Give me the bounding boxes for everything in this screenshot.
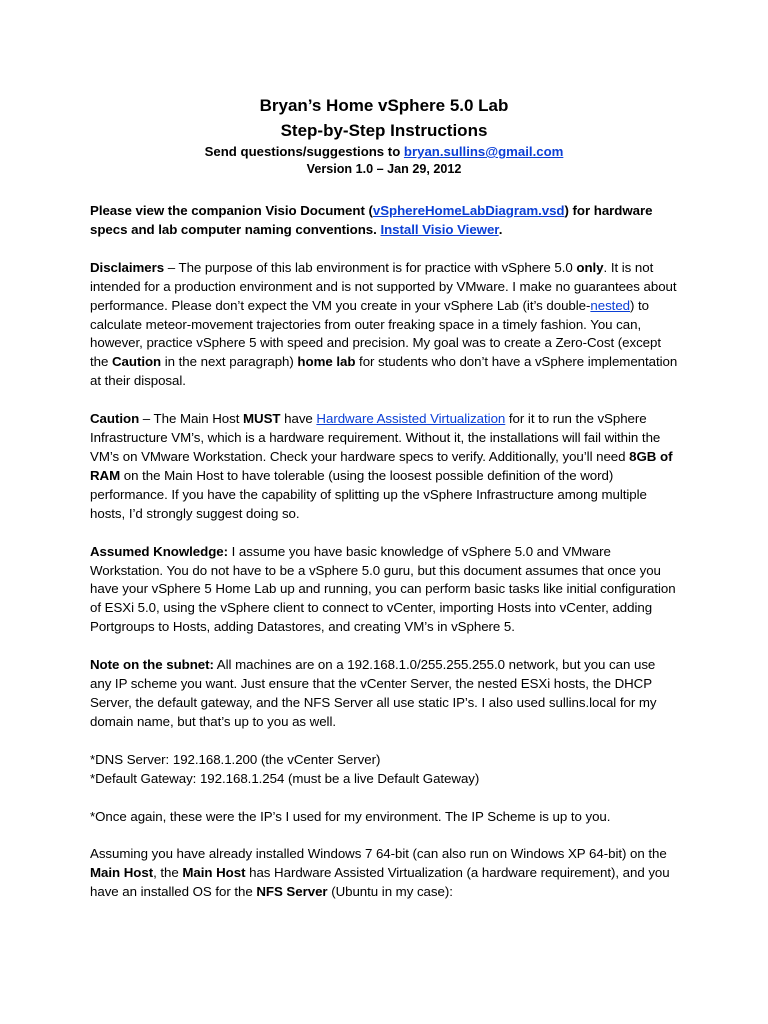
email-link[interactable]: bryan.sullins@gmail.com (403, 144, 564, 159)
assumed-knowledge-text: I assume you have basic knowledge of vSphere 5.0 and VMware Workstation. You do not have to be a vSphere 5.0 guru, but this document assumes that once you have your vSphere 5 Home Lab up and running, you can perform basic tasks like initial configuration of ESXi 5.0, using the vSphere client to connect to vCenter, importing Hosts into vCenter, adding Portgroups to Hosts, adding Datastores, and creating VM’s in vSphere 5. (90, 543, 676, 635)
disclaimers-text-3: ) to calculate meteor-movement trajectories from outer freaking space in a timely fashion. You can, however, practice vSphere 5 with speed and precision. My goal was to create a Zero-Cost (except the (90, 297, 661, 370)
caution-paragraph (90, 410, 678, 523)
caution-text-4: on the Main Host to have tolerable (using the loosest possible definition of the word) performance. If you have the capability of splitting up the vSphere Infrastructure among multiple hosts, I’d strongly suggest doing so. (90, 467, 647, 521)
disclaimers-text-1: – The purpose of this lab environment is for practice with vSphere 5.0 (164, 259, 577, 275)
disclaimers-label: Disclaimers (90, 259, 165, 275)
hardware-assisted-virtualization-link[interactable]: Hardware Assisted Virtualization (316, 411, 506, 427)
contact-prefix: Send questions/suggestions to (204, 144, 404, 159)
assumed-knowledge-label: Assumed Knowledge: (90, 543, 228, 559)
assuming-text-3: has Hardware Assisted Virtualization (a hardware requirement), and you have an installed OS for the (90, 865, 670, 900)
default-gateway-line: *Default Gateway: 192.168.1.254 (must be a live Default Gateway) (90, 770, 480, 786)
assuming-text-1: Assuming you have already installed Windows 7 64-bit (can also run on Windows XP 64-bit) on the (90, 846, 667, 862)
document-subtitle: Step-by-Step Instructions (280, 121, 488, 140)
main-host-emphasis-1: Main Host (90, 865, 154, 881)
intro-paragraph (90, 202, 678, 240)
disclaimers-paragraph (90, 259, 678, 391)
ip-scheme-note: *Once again, these were the IP’s I used for my environment. The IP Scheme is up to you. (90, 808, 611, 824)
only-emphasis: only (576, 259, 604, 275)
caution-text-3: for it to run the vSphere Infrastructure VM’s, which is a hardware requirement. Without it, the installations will fail within the VM’s on VMware Workstation. Check your hardware specs to verify. Additionally, you’ll need (90, 411, 661, 464)
caution-text-2: have (280, 411, 317, 427)
document-title: Bryan’s Home vSphere 5.0 Lab (259, 96, 509, 115)
nested-link[interactable]: nested (590, 297, 631, 313)
dns-server-line: *DNS Server: 192.168.1.200 (the vCenter Server) (90, 751, 381, 767)
caution-emphasis: Caution (111, 354, 162, 370)
disclaimers-text-2: . It is not intended for a production environment and is not supported by VMware. I make no guarantees about performance. Please don’t expect the VM you create in your vSphere Lab (it’s double- (90, 259, 677, 313)
main-host-emphasis-2: Main Host (182, 865, 246, 881)
intro-text-2: ) for hardware specs and lab computer naming conventions. (90, 203, 653, 237)
contact-line (90, 143, 678, 161)
install-visio-viewer-link[interactable]: Install Visio Viewer (380, 221, 499, 237)
assuming-text-4: (Ubuntu in my case): (327, 884, 453, 900)
assuming-text-2: , the (153, 865, 183, 881)
assuming-paragraph (90, 845, 678, 902)
nfs-server-emphasis: NFS Server (256, 884, 328, 900)
home-lab-emphasis: home lab (297, 354, 356, 370)
intro-text-3: . (498, 221, 503, 237)
caution-label: Caution (90, 411, 140, 427)
intro-text-1: Please view the companion Visio Document ( (90, 203, 373, 218)
disclaimers-text-5: for students who don’t have a vSphere implementation at their disposal. (90, 354, 678, 389)
assumed-knowledge-paragraph (90, 543, 678, 638)
subnet-text: All machines are on a 192.168.1.0/255.255.255.0 network, but you can use any IP scheme you want. Just ensure that the vCenter Server, the nested ESXi hosts, the DHCP Server, the default gateway, and the NFS Server all use static IP’s. I also used sullins.local for my domain name, but that’s up to you as well. (90, 657, 657, 729)
caution-text-1: – The Main Host (139, 411, 243, 427)
visio-document-link[interactable]: vSphereHomeLabDiagram.vsd (372, 203, 565, 218)
subnet-label: Note on the subnet: (90, 657, 214, 673)
must-emphasis: MUST (243, 411, 281, 427)
ram-emphasis: 8GB of RAM (90, 448, 673, 483)
disclaimers-text-4: in the next paragraph) (161, 354, 298, 370)
subnet-paragraph (90, 656, 678, 732)
version-line: Version 1.0 – Jan 29, 2012 (306, 162, 462, 176)
